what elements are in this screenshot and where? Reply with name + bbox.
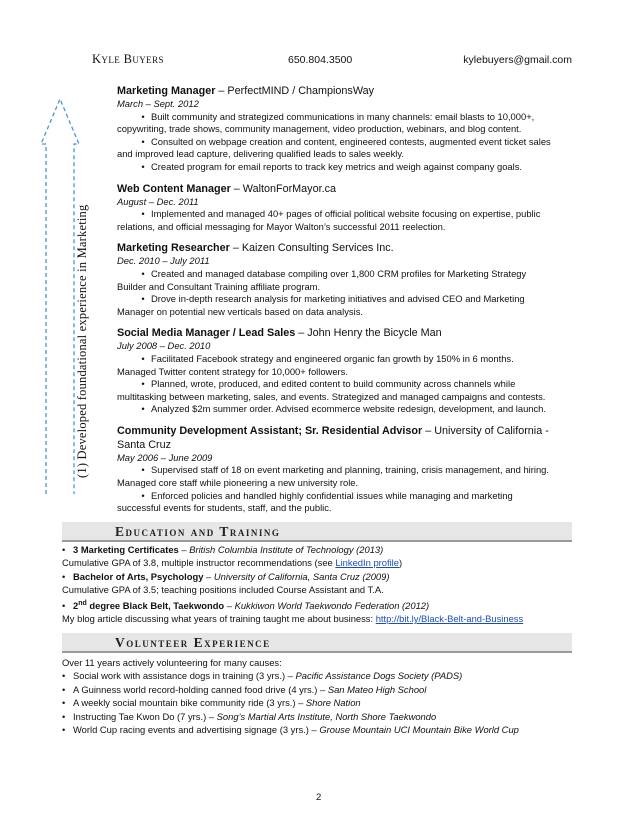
- bullet-line: multitasking between marketing, sales, and events. Strategized and managed campaigns and contests.: [117, 390, 546, 402]
- job-entry: [117, 424, 567, 515]
- bullet-icon: •: [62, 710, 66, 722]
- volunteer-item: • Instructing Tae Kwon Do (7 yrs.) – Song’s Martial Arts Institute, North Shore Taekwondo: [62, 710, 437, 722]
- volunteer-item: • A weekly social mountain bike community ride (3 yrs.) – Shore Nation: [62, 697, 361, 709]
- volunteer-heading-band: [62, 633, 572, 653]
- job-dates: August – Dec. 2011: [117, 195, 199, 207]
- bullet-icon: •: [62, 670, 66, 682]
- bullet-line: Managed Twitter content strategy for 10,000+ followers.: [117, 365, 348, 377]
- job-heading: [117, 241, 567, 255]
- bullet-icon: •: [141, 160, 145, 172]
- phone-number: 650.804.3500: [288, 54, 353, 66]
- job-heading: [117, 84, 567, 98]
- resume-header: [92, 52, 572, 72]
- bullet-line: • Planned, wrote, produced, and edited content to build community across channels while: [117, 378, 567, 391]
- job-org: – PerfectMIND / ChampionsWay: [218, 85, 375, 97]
- job-heading: [117, 326, 567, 340]
- bullet-icon: •: [62, 697, 66, 709]
- bullet-line: • Facilitated Facebook strategy and engineered organic fan growth by 150% in 6 months.: [117, 353, 567, 366]
- bullet-line: • Implemented and managed 40+ pages of official political website focusing on expertise, public: [117, 208, 567, 221]
- bullet-line: • Consulted on webpage creation and content, engineered contests, augmented event ticket sales: [117, 136, 567, 149]
- volunteer-item: • World Cup racing events and advertising signage (3 yrs.) – Grouse Mountain UCI Mountain Bike World Cup: [62, 724, 519, 736]
- bullet-icon: •: [62, 724, 66, 736]
- education-detail: Cumulative GPA of 3.8, multiple instructor recommendations (see LinkedIn profile): [62, 557, 403, 569]
- bullet-line: • Drove in-depth research analysis for marketing initiatives and advised CEO and Marketing: [117, 293, 567, 306]
- bullet-line: • Built community and strategized communications in many channels: email blasts to 10,000+,: [117, 111, 567, 124]
- education-detail: My blog article discussing what years of training taught me about business: http://bit.ly/Black-Belt-and-Business: [62, 613, 524, 625]
- bullet-line: • Created and managed database compiling over 1,800 CRM profiles for Marketing Strategy: [117, 268, 567, 281]
- education-heading: Education and Training: [115, 524, 281, 539]
- bullet-icon: •: [62, 544, 66, 555]
- job-org: – Kaizen Consulting Services Inc.: [232, 242, 394, 255]
- section-divider: [62, 651, 572, 653]
- section-divider: [62, 540, 572, 542]
- education-section: [62, 543, 572, 626]
- volunteer-section: [62, 656, 572, 736]
- bullet-icon: •: [62, 570, 66, 582]
- volunteer-heading: Volunteer Experience: [115, 635, 271, 650]
- page-number: 2: [316, 792, 322, 803]
- bullet-line: successful events for students, staff, and the public.: [117, 502, 332, 514]
- job-title: Community Development Assistant; Sr. Residential Advisor: [117, 424, 423, 437]
- bullet-line: copywriting, trade shows, community management, video production, webinars, and blog content.: [117, 123, 522, 135]
- job-entry: [117, 241, 567, 318]
- job-dates: Dec. 2010 – July 2011: [117, 255, 210, 267]
- bullet-line: Builder and Consultant Training affiliate program.: [117, 280, 321, 292]
- job-entry: [117, 182, 567, 234]
- bullet-icon: •: [141, 293, 145, 305]
- bullet-icon: •: [62, 683, 66, 695]
- volunteer-intro: Over 11 years actively volunteering for many causes:: [62, 657, 282, 668]
- education-item: • 2nd degree Black Belt, Taekwondo – Kukkiwon World Taekwondo Federation (2012): [62, 599, 430, 611]
- volunteer-item: • Social work with assistance dogs in training (3 yrs.) – Pacific Assistance Dogs Society (PADS): [62, 670, 463, 682]
- bullet-icon: •: [141, 267, 145, 279]
- volunteer-item: • A Guinness world record-holding canned food drive (4 yrs.) – San Mateo High School: [62, 683, 427, 695]
- bullet-icon: •: [141, 135, 145, 147]
- bullet-icon: •: [62, 599, 66, 611]
- bullet-line: Manager on potential new verticals based on data analysis.: [117, 305, 363, 317]
- education-item: • Bachelor of Arts, Psychology – University of California, Santa Cruz (2009): [62, 570, 390, 582]
- job-heading: [117, 182, 567, 196]
- arrow-up-icon: [40, 96, 80, 496]
- bullet-line: • Analyzed $2m summer order. Advised ecommerce website redesign, development, and launch.: [117, 403, 567, 416]
- candidate-name: Kyle Buyers: [92, 52, 164, 66]
- job-title: Web Content Manager: [117, 182, 231, 195]
- bullet-line: relations, and official messaging for Mayor Walton’s successful 2011 reelection.: [117, 220, 446, 232]
- bullet-icon: •: [141, 378, 145, 390]
- bullet-line: • Enforced policies and handled highly confidential issues while managing and marketing: [117, 490, 567, 503]
- sidebar-caption: (1) Developed foundational experience in Marketing: [75, 204, 89, 478]
- bullet-icon: •: [141, 464, 145, 476]
- bullet-icon: •: [141, 110, 145, 122]
- job-title: Marketing Researcher: [117, 242, 230, 255]
- job-dates: May 2006 – June 2009: [117, 451, 213, 463]
- education-detail: Cumulative GPA of 3.5; teaching positions included Course Assistant and T.A.: [62, 584, 384, 596]
- job-org: – WaltonForMayor.ca: [233, 182, 336, 195]
- bullet-icon: •: [141, 352, 145, 364]
- bullet-icon: •: [141, 489, 145, 501]
- linkedin-profile-link[interactable]: LinkedIn profile: [335, 557, 399, 569]
- bullet-icon: •: [141, 208, 145, 220]
- bullet-line: • Supervised staff of 18 on event marketing and planning, training, crisis management, and hiring.: [117, 464, 567, 477]
- bullet-line: • Created program for email reports to track key metrics and weigh against company goals.: [117, 161, 567, 174]
- job-org: – John Henry the Bicycle Man: [298, 327, 442, 340]
- job-title: Social Media Manager / Lead Sales: [117, 327, 296, 340]
- job-dates: July 2008 – Dec. 2010: [117, 340, 211, 352]
- job-entry: [117, 84, 567, 174]
- education-item: • 3 Marketing Certificates – British Columbia Institute of Technology (2013): [62, 544, 384, 555]
- email-address: kylebuyers@gmail.com: [463, 54, 572, 66]
- blog-article-link[interactable]: http://bit.ly/Black-Belt-and-Business: [375, 613, 524, 625]
- education-heading-band: [62, 522, 572, 542]
- job-dates: March – Sept. 2012: [117, 98, 199, 109]
- experience-list: [117, 84, 567, 523]
- job-entry: [117, 326, 567, 416]
- bullet-line: and improved lead capture, delivering qualified leads to sales weekly.: [117, 148, 404, 160]
- job-title: Marketing Manager: [117, 85, 216, 97]
- bullet-line: Managed core staff while pioneering a new university role.: [117, 477, 359, 489]
- job-heading: [117, 424, 567, 452]
- bullet-icon: •: [141, 403, 145, 415]
- job-org: – University of California - Santa Cruz: [117, 424, 549, 451]
